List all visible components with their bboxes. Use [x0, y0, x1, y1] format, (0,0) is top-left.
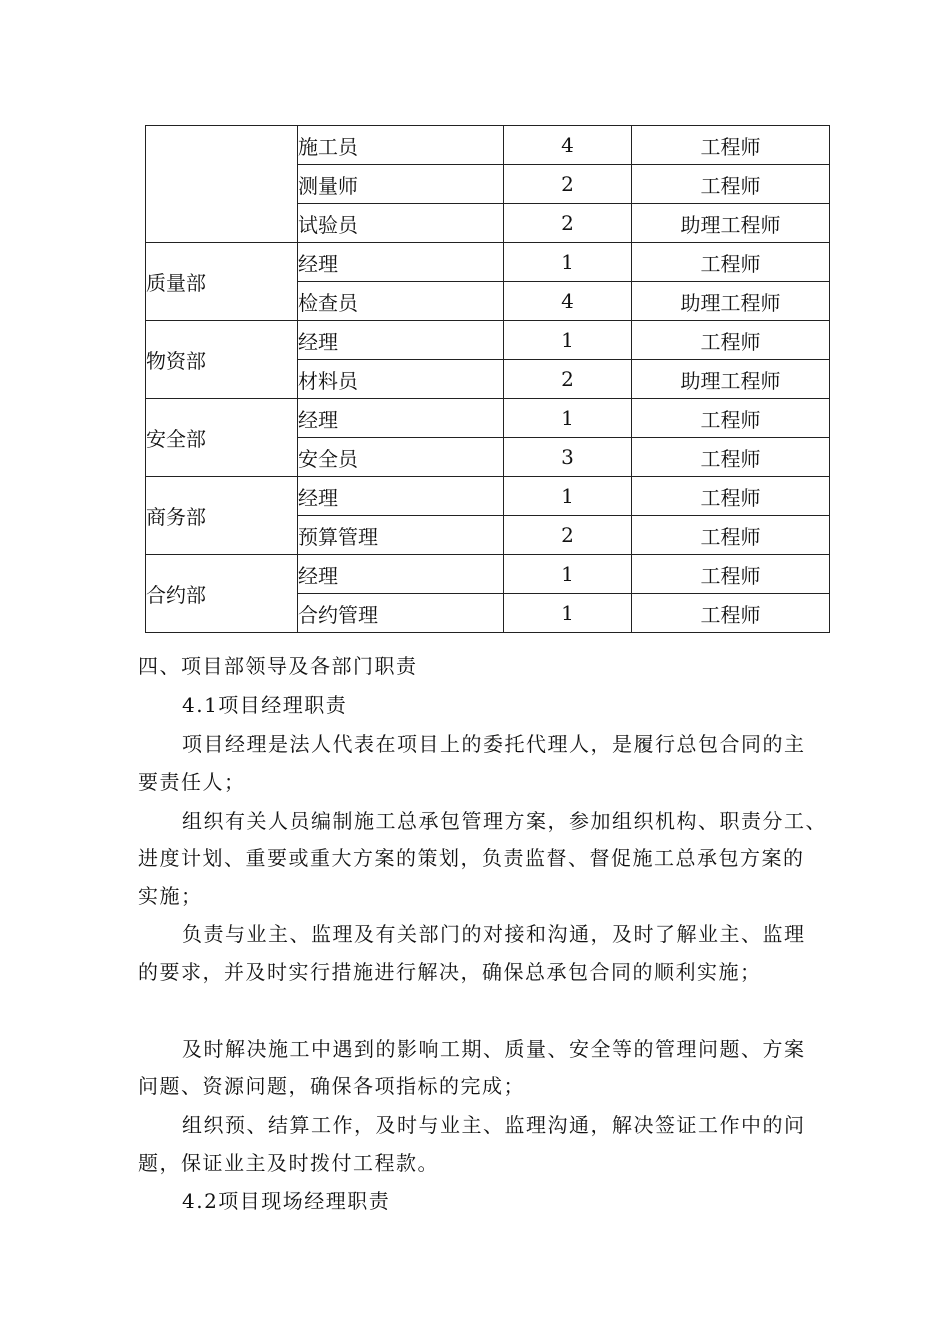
section-heading: 四、项目部领导及各部门职责: [138, 654, 418, 678]
count-cell: 4: [504, 282, 632, 321]
role-cell: 经理: [298, 399, 504, 438]
title-cell: 工程师: [632, 594, 830, 633]
count-cell: 2: [504, 204, 632, 243]
table-row: [146, 399, 830, 438]
role-cell: 测量师: [298, 165, 504, 204]
title-cell: 助理工程师: [632, 204, 830, 243]
role-cell: 检查员: [298, 282, 504, 321]
subheading-4-2: 4.2项目现场经理职责: [182, 1189, 391, 1213]
title-cell: 工程师: [632, 399, 830, 438]
title-cell: 工程师: [632, 555, 830, 594]
count-cell: 1: [504, 477, 632, 516]
role-cell: 试验员: [298, 204, 504, 243]
department-cell: [146, 399, 298, 477]
role-cell: 施工员: [298, 126, 504, 165]
subheading-4-1: 4.1项目经理职责: [182, 693, 348, 717]
count-cell: 1: [504, 399, 632, 438]
para-5-line-1: 组织预、结算工作，及时与业主、监理沟通，解决签证工作中的问: [182, 1113, 806, 1137]
count-cell: 2: [504, 360, 632, 399]
count-cell: 4: [504, 126, 632, 165]
table-row: [146, 243, 830, 282]
title-cell: 工程师: [632, 516, 830, 555]
department-label: 安全部: [146, 427, 206, 451]
count-cell: 2: [504, 516, 632, 555]
department-label: 合约部: [146, 583, 206, 607]
department-label: 商务部: [146, 505, 206, 529]
para-4-line-1: 及时解决施工中遇到的影响工期、质量、安全等的管理问题、方案: [182, 1037, 806, 1061]
department-cell: [146, 126, 298, 243]
para-2-line-2: 进度计划、重要或重大方案的策划，负责监督、督促施工总承包方案的: [138, 846, 805, 870]
role-cell: 经理: [298, 243, 504, 282]
title-cell: 助理工程师: [632, 282, 830, 321]
para-1-line-2: 要责任人；: [138, 770, 246, 794]
para-4-line-2: 问题、资源问题，确保各项指标的完成；: [138, 1074, 525, 1098]
count-cell: 2: [504, 165, 632, 204]
role-cell: 预算管理: [298, 516, 504, 555]
count-cell: 1: [504, 321, 632, 360]
department-cell: [146, 321, 298, 399]
table-row: [146, 555, 830, 594]
title-cell: 工程师: [632, 438, 830, 477]
para-5-line-2: 题，保证业主及时拨付工程款。: [138, 1151, 439, 1175]
department-cell: [146, 477, 298, 555]
role-cell: 经理: [298, 477, 504, 516]
title-cell: 工程师: [632, 126, 830, 165]
role-cell: 合约管理: [298, 594, 504, 633]
department-label: 物资部: [146, 349, 206, 373]
count-cell: 1: [504, 555, 632, 594]
title-cell: 工程师: [632, 243, 830, 282]
para-1-line-1: 项目经理是法人代表在项目上的委托代理人，是履行总包合同的主: [182, 732, 806, 756]
role-cell: 经理: [298, 555, 504, 594]
table-row: [146, 477, 830, 516]
department-label: 质量部: [146, 271, 206, 295]
count-cell: 3: [504, 438, 632, 477]
para-3-line-1: 负责与业主、监理及有关部门的对接和沟通，及时了解业主、监理: [182, 922, 806, 946]
title-cell: 工程师: [632, 165, 830, 204]
table-row: [146, 321, 830, 360]
title-cell: 工程师: [632, 477, 830, 516]
staff-table-body: [146, 126, 830, 633]
table-row: [146, 126, 830, 165]
department-cell: [146, 555, 298, 633]
title-cell: 工程师: [632, 321, 830, 360]
role-cell: 安全员: [298, 438, 504, 477]
role-cell: 材料员: [298, 360, 504, 399]
para-2-line-1: 组织有关人员编制施工总承包管理方案，参加组织机构、职责分工、: [182, 809, 827, 833]
para-3-line-2: 的要求，并及时实行措施进行解决，确保总承包合同的顺利实施；: [138, 960, 762, 984]
count-cell: 1: [504, 594, 632, 633]
role-cell: 经理: [298, 321, 504, 360]
para-2-line-3: 实施；: [138, 884, 203, 908]
count-cell: 1: [504, 243, 632, 282]
staff-table: [145, 125, 830, 633]
title-cell: 助理工程师: [632, 360, 830, 399]
department-cell: [146, 243, 298, 321]
